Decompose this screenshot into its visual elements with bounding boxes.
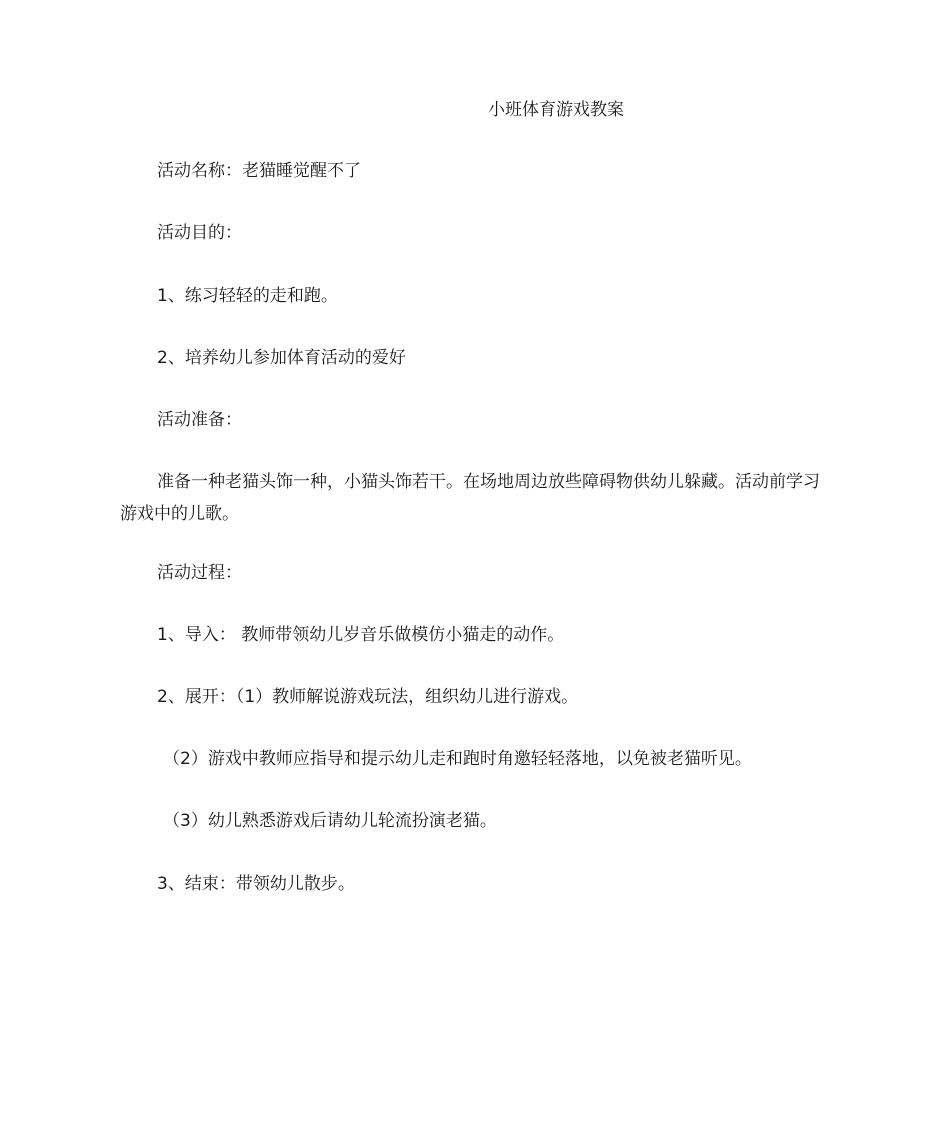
process-heading: 活动过程： (157, 563, 242, 583)
goal-item: 1、练习轻轻的走和跑。 (157, 286, 338, 306)
process-substep: （3）幼儿熟悉游戏后请幼儿轮流扮演老猫。 (163, 811, 497, 831)
process-step: 3、结束：带领幼儿散步。 (157, 874, 355, 894)
activity-name: 活动名称：老猫睡觉醒不了 (157, 161, 361, 181)
prep-paragraph: 准备一种老猫头饰一种，小猫头饰若干。在场地周边放些障碍物供幼儿躲藏。活动前学习游戏中的儿歌。 (120, 472, 820, 524)
process-step: 2、展开：（1）教师解说游戏玩法，组织幼儿进行游戏。 (157, 687, 579, 707)
goal-item: 2、培养幼儿参加体育活动的爱好 (157, 348, 406, 368)
document-title: 小班体育游戏教案 (488, 100, 624, 120)
goal-heading: 活动目的： (157, 223, 242, 243)
process-step: 1、导入： 教师带领幼儿岁音乐做模仿小猫走的动作。 (157, 625, 565, 645)
prep-heading: 活动准备： (157, 410, 242, 430)
process-substep: （2）游戏中教师应指导和提示幼儿走和跑时角邀轻轻落地，以免被老猫听见。 (163, 749, 752, 769)
